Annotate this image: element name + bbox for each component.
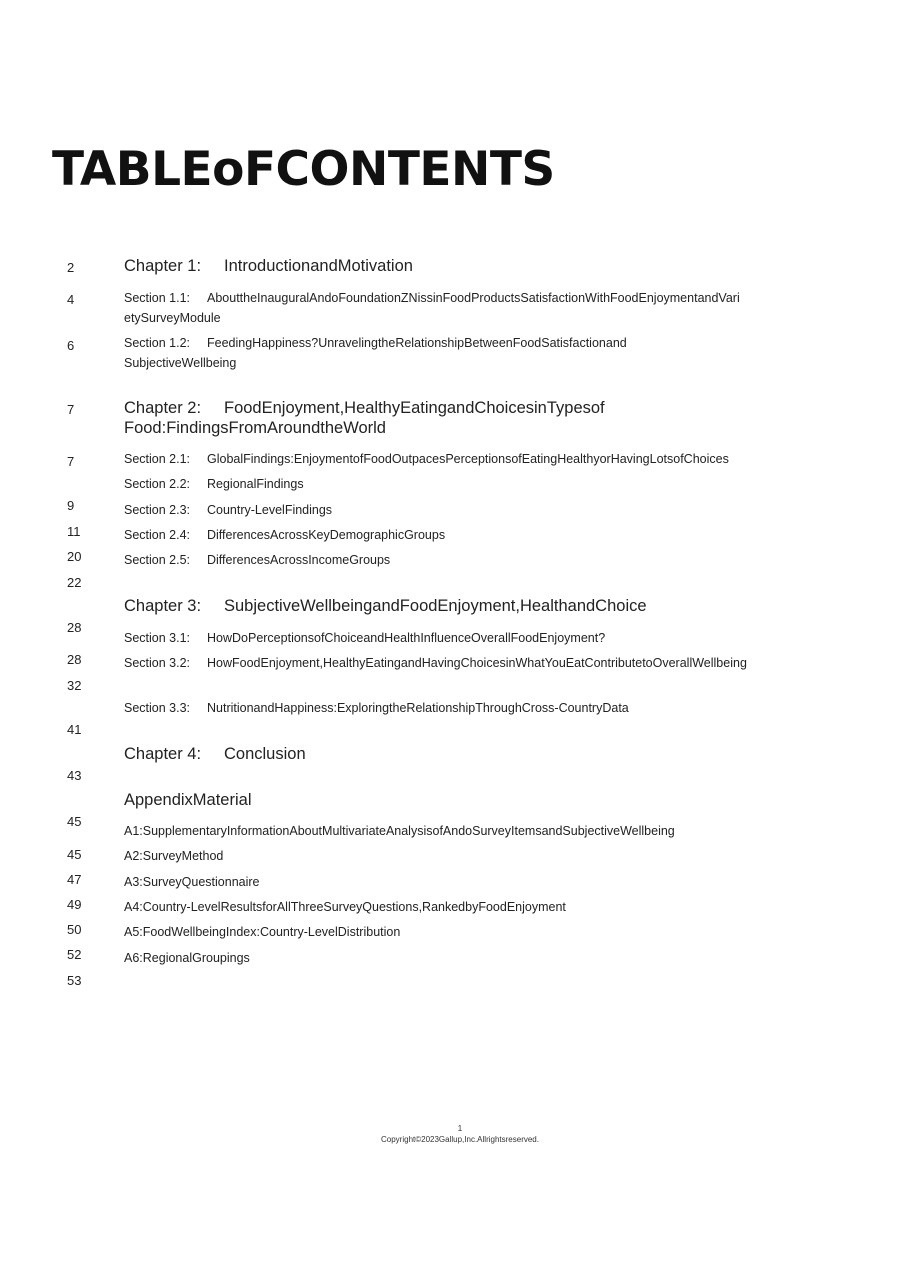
toc-section-3-3[interactable] xyxy=(124,698,629,718)
section-title: HowFoodEnjoyment,HealthyEatingandHavingChoicesinWhatYouEatContributetoOverallWellbeing xyxy=(207,656,747,670)
chapter-label: Chapter 4: xyxy=(124,745,202,763)
page-title: TABLEoFCONTENTS xyxy=(52,142,555,197)
chapter-label: Chapter 1: xyxy=(124,257,202,275)
toc-chapter-4[interactable] xyxy=(124,744,306,764)
section-title: DifferencesAcrossKeyDemographicGroups xyxy=(207,528,446,542)
section-title: FeedingHappiness?UnravelingtheRelationshipBetweenFoodSatisfactionand SubjectiveWellbeing xyxy=(124,336,627,370)
section-label: Section 2.3: xyxy=(124,503,191,517)
page-number: 50 xyxy=(67,922,82,937)
chapter-label: Chapter 2: xyxy=(124,399,202,417)
section-label: Section 3.3: xyxy=(124,701,191,715)
footer-copyright: Copyright©2023Gallup,Inc.Allrightsreserved. xyxy=(381,1135,539,1144)
appendix-item-a5[interactable]: A5:FoodWellbeingIndex:Country-LevelDistribution xyxy=(124,925,401,939)
page-number: 41 xyxy=(67,722,82,737)
page-number: 53 xyxy=(67,973,82,988)
page-number: 2 xyxy=(67,260,75,275)
footer-page-number: 1 xyxy=(457,1124,463,1133)
page-number: 28 xyxy=(67,620,82,635)
toc-section-2-4[interactable] xyxy=(124,525,445,545)
toc-section-3-2[interactable] xyxy=(124,653,749,673)
page-number: 45 xyxy=(67,814,82,829)
chapter-title: FoodEnjoyment,HealthyEatingandChoicesinTypesof Food:FindingsFromAroundtheWorld xyxy=(124,399,605,437)
page-number: 6 xyxy=(67,338,75,353)
appendix-item-a4[interactable]: A4:Country-LevelResultsforAllThreeSurveyQuestions,RankedbyFoodEnjoyment xyxy=(124,900,566,914)
appendix-item-a6[interactable]: A6:RegionalGroupings xyxy=(124,951,250,965)
page-number: 45 xyxy=(67,847,82,862)
section-title: AbouttheInauguralAndoFoundationZNissinFoodProductsSatisfactionWithFoodEnjoymentandVarietySurveyModule xyxy=(124,291,740,325)
section-label: Section 2.2: xyxy=(124,477,191,491)
section-title: DifferencesAcrossIncomeGroups xyxy=(207,553,391,567)
toc-chapter-2[interactable] xyxy=(124,398,624,438)
section-label: Section 2.5: xyxy=(124,553,191,567)
page-number: 43 xyxy=(67,768,82,783)
page-number: 22 xyxy=(67,575,82,590)
chapter-label: Chapter 3: xyxy=(124,597,202,615)
toc-section-3-1[interactable] xyxy=(124,628,605,648)
section-label: Section 1.1: xyxy=(124,291,191,305)
page-number: 4 xyxy=(67,292,75,307)
section-title: Country-LevelFindings xyxy=(207,503,333,517)
section-title: GlobalFindings:EnjoymentofFoodOutpacesPerceptionsofEatingHealthyorHavingLotsofChoices xyxy=(207,452,729,466)
appendix-item-a2[interactable]: A2:SurveyMethod xyxy=(124,849,224,863)
toc-section-2-5[interactable] xyxy=(124,550,390,570)
appendix-item-a3[interactable]: A3:SurveyQuestionnaire xyxy=(124,875,260,889)
section-title: RegionalFindings xyxy=(207,477,304,491)
page-number: 49 xyxy=(67,897,82,912)
page-number: 11 xyxy=(67,524,81,539)
page-number: 47 xyxy=(67,872,82,887)
toc-section-2-2[interactable] xyxy=(124,474,304,494)
chapter-title: Conclusion xyxy=(224,745,306,763)
page-number: 20 xyxy=(67,549,82,564)
toc-section-1-1[interactable] xyxy=(124,288,744,328)
section-title: NutritionandHappiness:ExploringtheRelationshipThroughCross-CountryData xyxy=(207,701,629,715)
chapter-title: IntroductionandMotivation xyxy=(224,257,413,275)
toc-section-2-1[interactable] xyxy=(124,449,729,469)
section-label: Section 3.2: xyxy=(124,656,191,670)
section-label: Section 2.4: xyxy=(124,528,191,542)
chapter-title: SubjectiveWellbeingandFoodEnjoyment,HealthandChoice xyxy=(224,597,647,615)
appendix-heading[interactable]: AppendixMaterial xyxy=(124,791,252,809)
page-number: 32 xyxy=(67,678,82,693)
appendix-item-a1[interactable]: A1:SupplementaryInformationAboutMultivariateAnalysisofAndoSurveyItemsandSubjectiveWellbeing xyxy=(124,824,675,838)
section-title: HowDoPerceptionsofChoiceandHealthInfluenceOverallFoodEnjoyment? xyxy=(207,631,606,645)
page-number: 7 xyxy=(67,402,75,417)
section-label: Section 2.1: xyxy=(124,452,191,466)
toc-chapter-1[interactable] xyxy=(124,256,413,276)
page-number: 7 xyxy=(67,454,75,469)
section-label: Section 1.2: xyxy=(124,336,191,350)
toc-section-2-3[interactable] xyxy=(124,500,332,520)
section-label: Section 3.1: xyxy=(124,631,191,645)
page-number: 28 xyxy=(67,652,82,667)
page-number: 52 xyxy=(67,947,82,962)
toc-section-1-2[interactable] xyxy=(124,333,664,373)
page-number: 9 xyxy=(67,498,75,513)
toc-chapter-3[interactable] xyxy=(124,596,647,616)
